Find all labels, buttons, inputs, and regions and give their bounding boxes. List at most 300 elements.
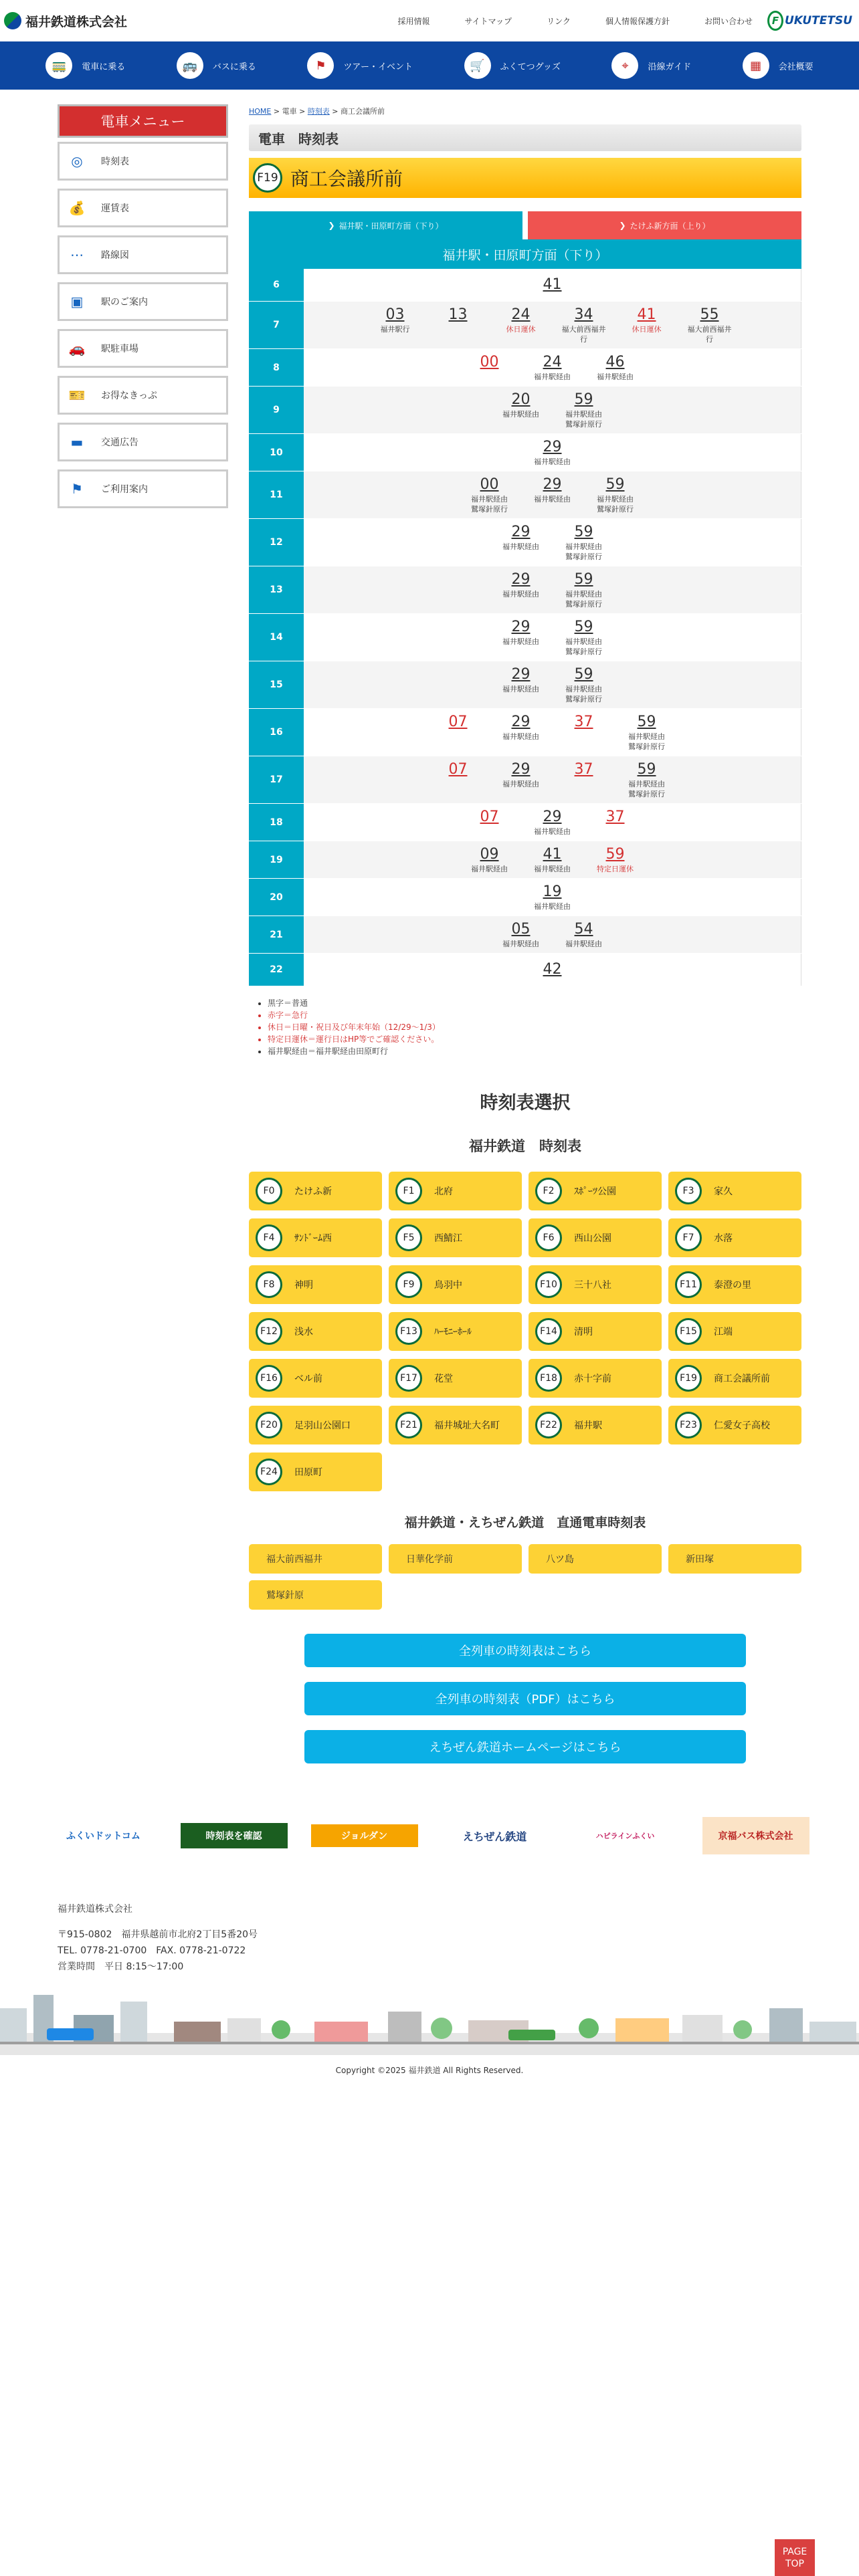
all-trains-pdf-button[interactable]: 全列車の時刻表（PDF）はこちら [304, 1682, 746, 1715]
departure-minute: 59 [574, 571, 593, 588]
departure-minute: 29 [511, 666, 531, 683]
departure-minute: 29 [543, 809, 562, 825]
hour-cell: 12 [249, 519, 304, 566]
station-code-badge: F19 [253, 163, 282, 193]
departure[interactable] [465, 845, 514, 874]
station-button[interactable] [668, 1312, 801, 1351]
company-name: 福井鉄道株式会社 [25, 14, 128, 29]
timetable-row [249, 566, 801, 614]
station-code-badge: F23 [675, 1412, 702, 1438]
minutes-cell [304, 916, 801, 954]
gnav-label: ふくてつグッズ [500, 62, 561, 72]
fukutetsu-timetable-title: 福井鉄道 時刻表 [469, 1138, 581, 1154]
station-button-label: 清明 [574, 1327, 593, 1337]
tab-down-direction[interactable] [249, 211, 522, 239]
departure-minute: 24 [543, 354, 562, 370]
timetable-row [249, 471, 801, 519]
station-button-label: 田原町 [294, 1467, 322, 1478]
departure-note: 福井駅経由 [502, 542, 539, 551]
departure[interactable] [528, 960, 577, 979]
tab-up-direction[interactable] [528, 211, 801, 239]
departure-note: 福井駅経由 [534, 902, 571, 911]
station-code-badge: F7 [675, 1224, 702, 1251]
departure-minute: 41 [543, 276, 562, 293]
breadcrumb-train: 電車 [282, 107, 297, 116]
station-button[interactable] [389, 1359, 522, 1398]
departure[interactable] [496, 760, 546, 799]
station-button-label: 北府 [434, 1186, 453, 1197]
station-button[interactable] [389, 1172, 522, 1210]
link-privacy[interactable]: 個人情報保護方針 [605, 16, 670, 26]
departure-minute: 42 [543, 961, 562, 978]
global-nav [0, 41, 859, 90]
station-button[interactable] [389, 1406, 522, 1444]
departure-minute: 00 [480, 354, 499, 370]
banner-echizen-railway[interactable]: えちぜん鉄道 [462, 1830, 527, 1843]
station-button[interactable] [389, 1218, 522, 1257]
hour-cell: 16 [249, 709, 304, 756]
hour-cell: 7 [249, 302, 304, 349]
gnav-item-0[interactable] [45, 52, 125, 79]
footer-tel: TEL. 0778-21-0700 FAX. 0778-21-0722 [58, 1945, 246, 1956]
gnav-item-1[interactable] [177, 52, 256, 79]
station-code-badge: F0 [256, 1178, 282, 1204]
station-code-badge: F8 [256, 1271, 282, 1298]
direction-tabs [249, 211, 801, 239]
link-sitemap[interactable]: サイトマップ [464, 16, 512, 26]
departure-note: 福井駅経由 [502, 637, 539, 646]
building-icon: ▦ [743, 52, 769, 79]
station-button-label: ﾊｰﾓﾆｰﾎｰﾙ [434, 1327, 472, 1337]
departure-note: 鷲塚針原行 [565, 600, 602, 609]
station-code-badge: F2 [535, 1178, 562, 1204]
departure-note: 福井駅経由 [534, 827, 571, 836]
hour-cell: 8 [249, 349, 304, 387]
minutes-cell [304, 879, 801, 916]
departure[interactable] [496, 570, 546, 609]
flag-icon: ⚑ [307, 52, 334, 79]
departure-note: 鷲塚針原行 [471, 505, 508, 514]
departure-note: 鷲塚針原行 [565, 647, 602, 656]
station-code-badge: F16 [256, 1365, 282, 1392]
departure[interactable] [434, 713, 483, 752]
departure-minute: 29 [511, 761, 531, 778]
departure-minute: 37 [574, 761, 593, 778]
departure-minute: 59 [574, 391, 593, 408]
page-top-button[interactable]: PAGE TOP [775, 2539, 815, 2576]
hour-cell: 9 [249, 387, 304, 434]
top-bar [0, 0, 859, 41]
ad-train-icon: ▬ [70, 434, 84, 450]
departure-note: 福井駅経由 [502, 732, 539, 741]
station-button-label: ベル前 [294, 1374, 322, 1384]
minutes-cell [304, 349, 801, 387]
footer-address: 〒915-0802 福井県越前市北府2丁目5番20号 [58, 1929, 258, 1940]
timetable-row [249, 269, 801, 302]
sidebar [58, 104, 228, 1763]
hour-cell: 21 [249, 916, 304, 954]
departure-minute: 54 [574, 921, 593, 938]
minutes-cell [304, 302, 801, 349]
departure[interactable] [496, 391, 546, 429]
minutes-cell [304, 804, 801, 841]
note-item: • 黒字＝普通 [268, 997, 801, 1009]
hour-cell: 17 [249, 756, 304, 804]
gnav-item-5[interactable] [743, 52, 814, 79]
station-button-label: 西山公園 [574, 1233, 611, 1244]
gnav-item-2[interactable] [307, 52, 413, 79]
direct-station-button[interactable]: 日華化学前 [389, 1544, 522, 1574]
station-button[interactable] [668, 1406, 801, 1444]
departure[interactable] [591, 353, 640, 382]
station-button[interactable] [529, 1312, 662, 1351]
departure-note: 福井駅経由 [534, 865, 571, 873]
station-name: 商工会議所前 [290, 168, 403, 190]
hour-cell: 15 [249, 661, 304, 709]
sidebar-item-5[interactable] [58, 376, 228, 415]
departure[interactable] [496, 665, 546, 704]
sidebar-title: 電車メニュー [58, 104, 228, 138]
station-button[interactable] [389, 1312, 522, 1351]
gnav-label: バスに乗る [212, 62, 256, 72]
departure-note: 鷲塚針原行 [628, 790, 665, 798]
station-button-label: 神明 [294, 1280, 313, 1291]
gnav-label: 電車に乗る [82, 62, 126, 72]
sidebar-item-label: 時刻表 [101, 156, 129, 167]
gnav-item-3[interactable] [464, 52, 561, 79]
minutes-cell [304, 709, 801, 756]
departure-note: 鷲塚針原行 [565, 552, 602, 561]
station-button[interactable] [668, 1265, 801, 1304]
company-logo-mark [4, 12, 21, 29]
station-button-label: 足羽山公園口 [294, 1420, 351, 1431]
timetable [249, 269, 801, 986]
departure-minute: 34 [574, 306, 593, 323]
departure-note: 福井駅経由 [534, 495, 571, 504]
departure-minute: 07 [448, 714, 468, 730]
direct-station-button[interactable]: 八ツ島 [529, 1544, 662, 1574]
breadcrumb-sep: > [271, 107, 282, 116]
departure-minute: 19 [543, 883, 562, 900]
departure[interactable] [528, 808, 577, 837]
departure-minute: 05 [511, 921, 531, 938]
sidebar-item-3[interactable] [58, 282, 228, 321]
money-bag-icon: 💰 [68, 200, 86, 216]
banner-jorudan[interactable]: ジョルダン [311, 1824, 418, 1847]
main-content [249, 104, 801, 1763]
departure-minute: 29 [511, 524, 531, 540]
departure[interactable] [622, 306, 672, 344]
departure[interactable] [528, 475, 577, 514]
departure-minute: 59 [637, 714, 656, 730]
departure[interactable] [591, 845, 640, 874]
link-contact[interactable]: お問い合わせ [704, 16, 753, 26]
page-title: 電車 時刻表 [249, 124, 801, 151]
gnav-label: ツアー・イベント [343, 62, 413, 72]
departure-note: 鷲塚針原行 [597, 505, 634, 514]
breadcrumb [249, 106, 801, 116]
hour-cell: 20 [249, 879, 304, 916]
station-code-badge: F22 [535, 1412, 562, 1438]
sidebar-item-6[interactable] [58, 423, 228, 461]
station-button[interactable] [529, 1406, 662, 1444]
departure-minute: 29 [543, 476, 562, 493]
station-button[interactable] [389, 1265, 522, 1304]
hour-cell: 14 [249, 614, 304, 661]
departure[interactable] [591, 475, 640, 514]
station-code-badge: F3 [675, 1178, 702, 1204]
echizen-railway-button[interactable]: えちぜん鉄道ホームページはこちら [304, 1730, 746, 1763]
departure-minute: 09 [480, 846, 499, 863]
station-button-label: 鳥羽中 [434, 1280, 462, 1291]
station-code-badge: F13 [395, 1318, 422, 1345]
gnav-item-4[interactable] [611, 52, 691, 79]
departure-note: 福井駅経由 [534, 457, 571, 466]
station-button[interactable] [529, 1218, 662, 1257]
note-item: • 福井駅経由＝福井駅経由田原町行 [268, 1045, 801, 1057]
departure[interactable] [559, 920, 609, 949]
direct-train-title: 福井鉄道・えちぜん鉄道 直通電車時刻表 [404, 1515, 646, 1530]
departure[interactable] [465, 475, 514, 514]
minutes-cell [304, 519, 801, 566]
departure[interactable] [496, 920, 546, 949]
station-code-badge: F14 [535, 1318, 562, 1345]
cityscape-image [0, 1981, 859, 2055]
breadcrumb-home[interactable]: HOME [249, 107, 272, 116]
departure[interactable] [559, 713, 609, 752]
departure-note: 休日運休 [506, 325, 536, 334]
departure-minute: 13 [448, 306, 468, 323]
timetable-row [249, 434, 801, 471]
departure[interactable] [559, 665, 609, 704]
station-button-label: 商工会議所前 [714, 1374, 770, 1384]
station-button[interactable] [249, 1172, 382, 1210]
copyright: Copyright ©2025 福井鉄道 All Rights Reserved. [335, 2066, 524, 2075]
timetable-row [249, 519, 801, 566]
departure[interactable] [434, 306, 483, 344]
departure[interactable] [528, 438, 577, 467]
direct-station-button[interactable]: 鷲塚針原 [249, 1580, 382, 1610]
departure-minute: 41 [637, 306, 656, 323]
departure-minute: 29 [543, 439, 562, 455]
banner-timetable-check[interactable]: 時刻表を確認 [181, 1823, 288, 1848]
departure-note: 福井駅経由 [502, 590, 539, 599]
timetable-select-title: 時刻表選択 [480, 1093, 571, 1113]
station-code-badge: F11 [675, 1271, 702, 1298]
hour-cell: 10 [249, 434, 304, 471]
departure[interactable] [622, 713, 672, 752]
departure[interactable] [496, 713, 546, 752]
departure-note: 福井駅経由 [502, 940, 539, 948]
departure-minute: 24 [511, 306, 531, 323]
station-button-label: 泰澄の里 [714, 1280, 751, 1291]
departure[interactable] [559, 618, 609, 657]
brand-text: UKUTETSU [784, 14, 852, 27]
banner-fukui-dotcom[interactable]: ふくいドットコム [66, 1831, 140, 1842]
departure[interactable] [528, 276, 577, 294]
station-code-badge: F10 [535, 1271, 562, 1298]
departure-minute: 41 [543, 846, 562, 863]
timetable-row [249, 954, 801, 986]
departure-note: 福井駅経由 [565, 940, 602, 948]
station-icon: ▣ [70, 294, 84, 310]
chevron-right-icon: ❯ [619, 221, 626, 230]
departure-minute: 46 [605, 354, 625, 370]
gnav-label: 沿線ガイド [648, 62, 692, 72]
gnav-label: 会社概要 [778, 62, 814, 72]
departure-minute: 37 [574, 714, 593, 730]
station-button[interactable] [249, 1265, 382, 1304]
departure[interactable] [528, 353, 577, 382]
station-button[interactable] [529, 1172, 662, 1210]
departure-minute: 59 [574, 524, 593, 540]
departure-minute: 59 [574, 666, 593, 683]
departure-minute: 59 [637, 761, 656, 778]
station-button-label: 仁愛女子高校 [714, 1420, 770, 1431]
departure[interactable] [465, 353, 514, 382]
station-button-label: たけふ新 [294, 1186, 332, 1197]
departure-minute: 29 [511, 714, 531, 730]
departure[interactable] [559, 570, 609, 609]
station-button-label: ｻﾝﾄﾞｰﾑ西 [294, 1233, 332, 1244]
banner-hapiline[interactable]: ハピラインふくい [595, 1832, 655, 1840]
timetable-row [249, 709, 801, 756]
departure[interactable] [496, 523, 546, 562]
station-button[interactable] [249, 1406, 382, 1444]
departure-note: 福井駅経由 [565, 542, 602, 551]
departure[interactable] [496, 306, 546, 344]
departure-note: 鷲塚針原行 [565, 420, 602, 429]
departure-note: 福井駅経由 [502, 780, 539, 788]
station-button-label: 福井城址大名町 [434, 1420, 500, 1431]
station-button[interactable] [249, 1359, 382, 1398]
direct-station-button[interactable]: 新田塚 [668, 1544, 801, 1574]
station-button-label: ｽﾎﾟｰﾂ公園 [574, 1186, 616, 1197]
station-button[interactable] [668, 1218, 801, 1257]
station-code-badge: F24 [256, 1459, 282, 1485]
direct-station-button[interactable]: 福大前西福井 [249, 1544, 382, 1574]
departure[interactable] [559, 391, 609, 429]
departure-note: 福井駅行 [380, 325, 410, 334]
link-recruit[interactable]: 採用情報 [397, 16, 430, 26]
ticket-icon: 🎫 [68, 387, 86, 403]
sidebar-item-0[interactable] [58, 142, 228, 181]
hour-cell: 6 [249, 269, 304, 302]
timetable-notes [268, 997, 801, 1057]
sidebar-item-4[interactable] [58, 329, 228, 368]
departure[interactable] [496, 618, 546, 657]
station-button-label: 三十八社 [574, 1280, 611, 1291]
station-button[interactable] [249, 1453, 382, 1491]
timetable-row [249, 756, 801, 804]
sidebar-item-label: ご利用案内 [101, 484, 148, 495]
all-trains-timetable-button[interactable]: 全列車の時刻表はこちら [304, 1634, 746, 1667]
departure-minute: 59 [574, 619, 593, 635]
sidebar-item-label: 運賃表 [101, 203, 129, 214]
note-item: • 特定日運休＝運行日はHP等でご確認ください。 [268, 1033, 801, 1045]
departure[interactable] [465, 808, 514, 837]
departure-minute: 29 [511, 619, 531, 635]
sidebar-item-1[interactable] [58, 189, 228, 227]
departure-minute: 59 [605, 846, 625, 863]
breadcrumb-timetable[interactable]: 時刻表 [307, 107, 330, 116]
sidebar-item-7[interactable] [58, 469, 228, 508]
departure-minute: 00 [480, 476, 499, 493]
footer [0, 1901, 859, 2076]
departure-minute: 07 [448, 761, 468, 778]
departure[interactable] [559, 523, 609, 562]
station-code-badge: F20 [256, 1412, 282, 1438]
departure-note: 休日運休 [632, 325, 662, 334]
hour-cell: 11 [249, 471, 304, 519]
route-icon: ⋯ [70, 247, 84, 263]
station-button-label: 赤十字前 [574, 1374, 611, 1384]
station-button[interactable] [529, 1265, 662, 1304]
train-icon: 🚃 [45, 52, 72, 79]
tab-label: 福井駅・田原町方面（下り） [339, 221, 444, 231]
departure-minute: 07 [480, 809, 499, 825]
timetable-row [249, 349, 801, 387]
station-button[interactable] [249, 1218, 382, 1257]
lifebuoy-icon: ◎ [71, 153, 83, 169]
banner-keifuku-bus[interactable]: 京福バス株式会社 [702, 1817, 809, 1854]
note-item: • 赤字＝急行 [268, 1009, 801, 1021]
departure[interactable] [591, 808, 640, 837]
timetable-row [249, 841, 801, 879]
station-button-label: 浅水 [294, 1327, 313, 1337]
departure[interactable] [559, 306, 609, 344]
station-code-badge: F12 [256, 1318, 282, 1345]
departure[interactable] [622, 760, 672, 799]
station-button[interactable] [668, 1172, 801, 1210]
departure-minute: 03 [385, 306, 405, 323]
departure[interactable] [371, 306, 420, 344]
sidebar-item-label: 駅駐車場 [101, 344, 138, 354]
timetable-row [249, 661, 801, 709]
link-links[interactable]: リンク [547, 16, 571, 26]
map-pin-icon: ⌖ [611, 52, 638, 79]
departure-note: 福井駅経由 [565, 685, 602, 693]
station-button[interactable] [668, 1359, 801, 1398]
departure[interactable] [685, 306, 735, 344]
departure-note: 福井駅経由 [471, 495, 508, 504]
hour-cell: 22 [249, 954, 304, 986]
city-illustration [0, 1981, 859, 2055]
departure-note: 福井駅経由 [565, 410, 602, 419]
company-logo[interactable] [4, 12, 127, 30]
minutes-cell [304, 756, 801, 804]
departure-minute: 59 [605, 476, 625, 493]
station-code-badge: F4 [256, 1224, 282, 1251]
minutes-cell [304, 954, 801, 986]
departure[interactable] [528, 883, 577, 911]
flag-icon: ⚑ [71, 481, 83, 497]
departure[interactable] [434, 760, 483, 799]
departure[interactable] [559, 760, 609, 799]
departure-minute: 55 [700, 306, 719, 323]
station-button[interactable] [249, 1312, 382, 1351]
fukutetsu-brand-logo[interactable]: F UKUTETSU [767, 11, 852, 31]
station-button-label: 水落 [714, 1233, 733, 1244]
sidebar-item-label: 駅のご案内 [101, 297, 148, 308]
station-button[interactable] [529, 1359, 662, 1398]
partner-banners [0, 1817, 859, 1854]
minutes-cell [304, 841, 801, 879]
sidebar-item-2[interactable] [58, 235, 228, 274]
station-button-label: 花堂 [434, 1374, 453, 1384]
station-code-badge: F18 [535, 1365, 562, 1392]
departure[interactable] [528, 845, 577, 874]
